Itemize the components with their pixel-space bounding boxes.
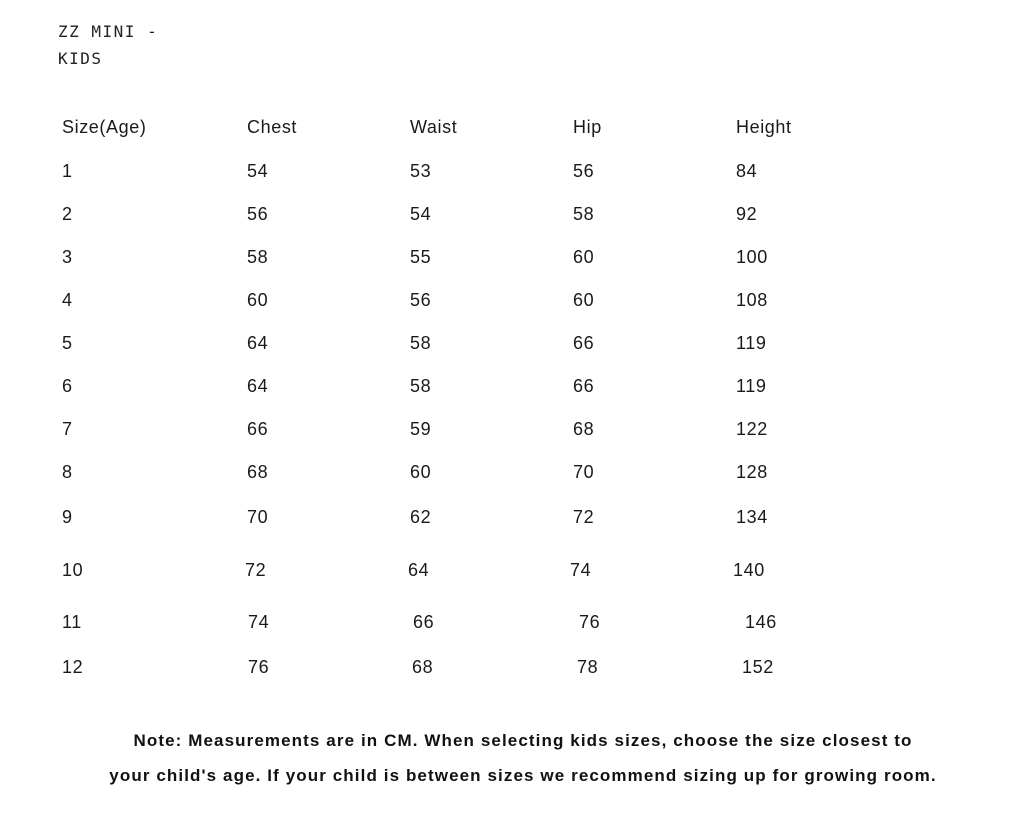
table-row	[62, 158, 882, 184]
cell-hip: 60	[573, 247, 595, 267]
sizing-note-line-2: your child's age. If your child is between sizes we recommend sizing up for growing room.	[109, 766, 937, 785]
header-size-age: Size(Age)	[62, 117, 147, 137]
cell-height: 152	[742, 657, 774, 677]
cell-size: 12	[62, 657, 84, 677]
cell-hip: 68	[573, 419, 595, 439]
cell-height: 146	[745, 612, 777, 632]
table-row	[62, 504, 882, 530]
cell-chest: 64	[247, 376, 269, 396]
cell-chest: 72	[245, 560, 267, 580]
cell-height: 134	[736, 507, 768, 527]
table-row	[62, 609, 882, 635]
brand-title	[58, 18, 158, 72]
cell-hip: 56	[573, 161, 595, 181]
cell-waist: 53	[410, 161, 432, 181]
table-row	[62, 416, 882, 442]
cell-size: 11	[62, 612, 82, 632]
cell-size: 7	[62, 419, 73, 439]
cell-hip: 58	[573, 204, 595, 224]
cell-waist: 64	[408, 560, 430, 580]
cell-size: 1	[62, 161, 73, 181]
cell-height: 119	[736, 333, 767, 353]
table-row	[62, 287, 882, 313]
cell-waist: 58	[410, 333, 432, 353]
cell-waist: 54	[410, 204, 432, 224]
header-height: Height	[736, 117, 792, 137]
cell-chest: 66	[247, 419, 269, 439]
cell-height: 140	[733, 560, 765, 580]
cell-height: 128	[736, 462, 768, 482]
table-row	[62, 373, 882, 399]
cell-chest: 58	[247, 247, 269, 267]
cell-waist: 60	[410, 462, 432, 482]
cell-hip: 72	[573, 507, 595, 527]
cell-size: 9	[62, 507, 73, 527]
table-row	[62, 201, 882, 227]
table-row	[62, 330, 882, 356]
cell-height: 119	[736, 376, 767, 396]
cell-chest: 70	[247, 507, 269, 527]
table-row	[62, 244, 882, 270]
cell-size: 5	[62, 333, 73, 353]
cell-chest: 68	[247, 462, 269, 482]
brand-line-2: KIDS	[58, 49, 103, 68]
cell-hip: 74	[570, 560, 592, 580]
cell-height: 100	[736, 247, 768, 267]
table-row	[62, 557, 882, 583]
cell-height: 108	[736, 290, 768, 310]
cell-chest: 76	[248, 657, 270, 677]
cell-waist: 66	[413, 612, 435, 632]
cell-height: 122	[736, 419, 768, 439]
cell-waist: 59	[410, 419, 432, 439]
sizing-note-line-1: Note: Measurements are in CM. When selecting kids sizes, choose the size closest to	[133, 731, 913, 750]
cell-size: 4	[62, 290, 73, 310]
cell-hip: 78	[577, 657, 599, 677]
cell-hip: 76	[579, 612, 601, 632]
header-hip: Hip	[573, 117, 602, 137]
cell-chest: 54	[247, 161, 269, 181]
cell-waist: 68	[412, 657, 434, 677]
table-row	[62, 654, 882, 680]
cell-hip: 66	[573, 376, 595, 396]
cell-size: 10	[62, 560, 84, 580]
cell-waist: 58	[410, 376, 432, 396]
table-header-row	[62, 114, 882, 140]
cell-height: 84	[736, 161, 758, 181]
cell-waist: 55	[410, 247, 432, 267]
header-waist: Waist	[410, 117, 458, 137]
cell-size: 3	[62, 247, 73, 267]
cell-hip: 70	[573, 462, 595, 482]
cell-waist: 56	[410, 290, 432, 310]
table-row	[62, 459, 882, 485]
cell-waist: 62	[410, 507, 432, 527]
cell-chest: 60	[247, 290, 269, 310]
cell-size: 2	[62, 204, 73, 224]
cell-size: 8	[62, 462, 73, 482]
brand-line-1: ZZ MINI -	[58, 22, 159, 41]
cell-chest: 64	[247, 333, 269, 353]
cell-chest: 56	[247, 204, 269, 224]
cell-hip: 60	[573, 290, 595, 310]
cell-hip: 66	[573, 333, 595, 353]
header-chest: Chest	[247, 117, 298, 137]
cell-height: 92	[736, 204, 758, 224]
cell-size: 6	[62, 376, 73, 396]
cell-chest: 74	[248, 612, 270, 632]
